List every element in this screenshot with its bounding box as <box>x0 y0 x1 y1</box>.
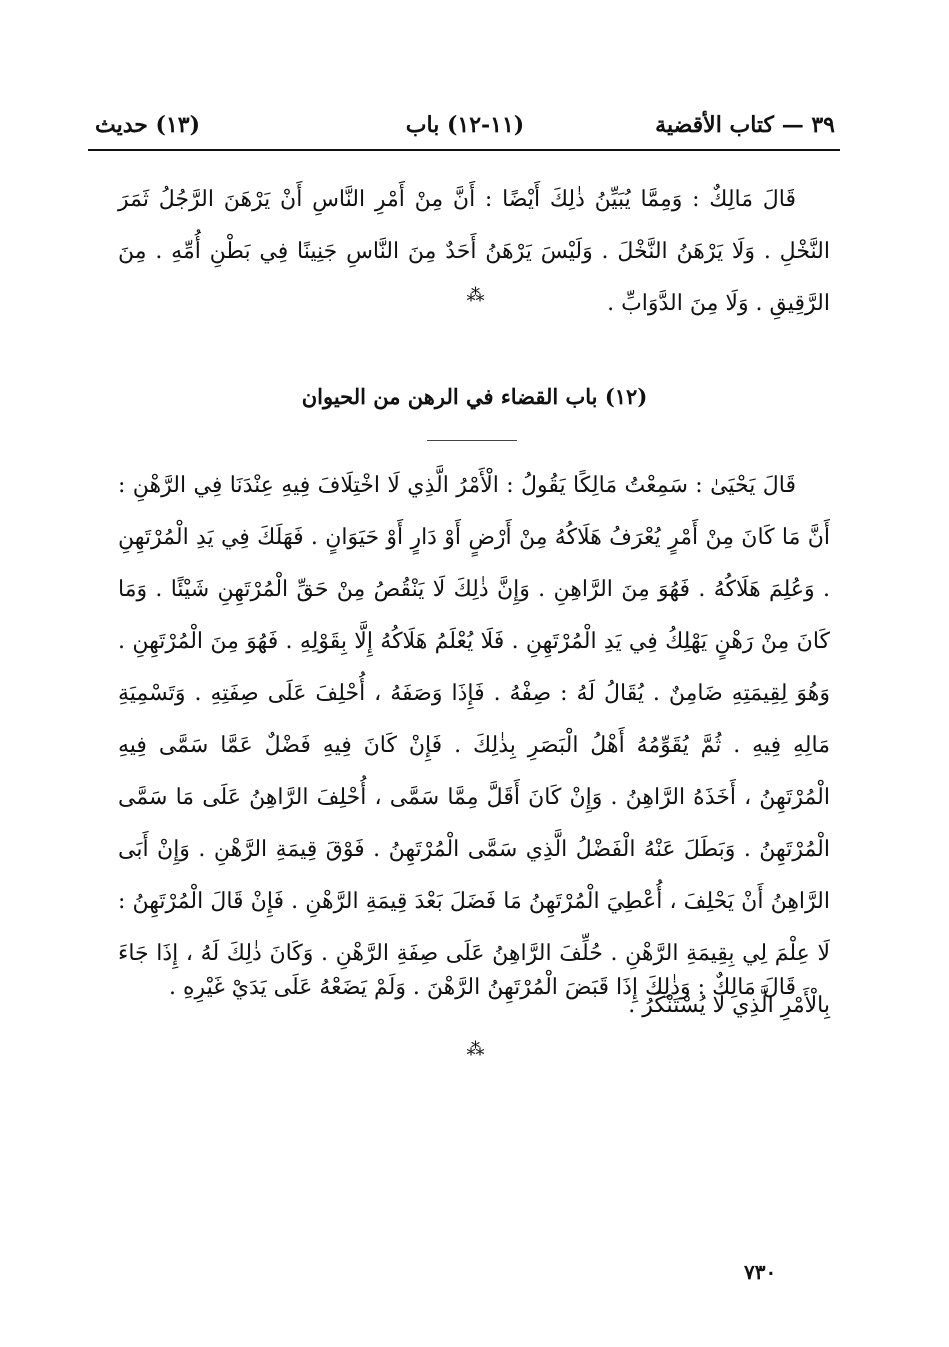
section-range: (١١-١٢) باب <box>405 112 525 138</box>
paragraph: قَالَ مَالِكٌ : وَذٰلِكَ إِذَا قَبَضَ الْمُرْتَهِنُ الرَّهْنَ . وَلَمْ يَضَعْهُ عَلَى يَدَيْ غَيْرِهِ . <box>168 975 796 1000</box>
text-section-1 <box>118 174 830 330</box>
text-section-3 <box>118 962 830 1014</box>
chapter-heading: (١٢) باب القضاء في الرهن من الحيوان <box>301 384 648 409</box>
page-number: ٧٣٠ <box>744 1260 777 1284</box>
header-rule <box>88 149 840 151</box>
asterism-separator: ⁂ <box>466 285 483 306</box>
asterism-separator: ⁂ <box>466 1039 483 1060</box>
paragraph: قَالَ مَالِكٌ : وَمِمَّا يُبَيِّنُ ذٰلِكَ أَيْضًا : أَنَّ مِنْ أَمْرِ النَّاسِ أَنْ يَرْهَنَ الرَّجُلُ ثَمَرَ النَّخْلِ . وَلَا يَرْهَنُ النَّخْلَ . وَلَيْسَ يَرْهَنُ أَحَدٌ مِنَ النَّاسِ جَنِينًا فِي بَطْنِ أُمِّهِ . مِنَ الرَّقِيقِ . وَلَا مِنَ الدَّوَابِّ . <box>118 187 830 316</box>
running-header <box>95 108 835 148</box>
text-section-2 <box>118 460 830 1032</box>
hadith-number: (١٣) حديث <box>95 112 201 138</box>
heading-underline <box>427 440 517 441</box>
chapter-title: ٣٩ — كتاب الأقضية <box>655 112 835 138</box>
paragraph: قَالَ يَحْيَىٰ : سَمِعْتُ مَالِكًا يَقُولُ : الْأَمْرُ الَّذِي لَا اخْتِلَافَ فِيهِ عِنْدَنَا فِي الرَّهْنِ : أَنَّ مَا كَانَ مِنْ أَمْرٍ يُعْرَفُ هَلَاكُهُ مِنْ أَرْضٍ أَوْ دَارٍ أَوْ حَيَوَانٍ . فَهَلَكَ فِي يَدِ الْمُرْتَهِنِ . وَعُلِمَ هَلَاكُهُ . فَهُوَ مِنَ الرَّاهِنِ . وَإِنَّ ذٰلِكَ لَا يَنْقُصُ مِنْ حَقِّ الْمُرْتَهِنِ شَيْئًا . وَمَا كَانَ مِنْ رَهْنٍ يَهْلِكُ فِي يَدِ الْمُرْتَهِنِ . فَلَا يُعْلَمُ هَلَاكُهُ إِلَّا بِقَوْلِهِ . فَهُوَ مِنَ الْمُرْتَهِنِ . وَهُوَ لِقِيمَتِهِ ضَامِنٌ . يُقَالُ لَهُ : صِفْهُ . فَإِذَا وَصَفَهُ ، أُحْلِفَ عَلَى صِفَتِهِ . وَتَسْمِيَةِ مَالِهِ فِيهِ . ثُمَّ يُقَوِّمُهُ أَهْلُ الْبَصَرِ بِذٰلِكَ . فَإِنْ كَانَ فِيهِ فَضْلٌ عَمَّا سَمَّى فِيهِ الْمُرْتَهِنُ ، أَخَذَهُ الرَّاهِنُ . وَإِنْ كَانَ أَقَلَّ مِمَّا سَمَّى ، أُحْلِفَ الرَّاهِنُ عَلَى مَا سَمَّى الْمُرْتَهِنُ . وَبَطَلَ عَنْهُ الْفَضْلُ الَّذِي سَمَّى الْمُرْتَهِنُ . فَوْقَ قِيمَةِ الرَّهْنِ . وَإِنْ أَبَى الرَّاهِنُ أَنْ يَحْلِفَ ، أُعْطِيَ الْمُرْتَهِنُ مَا فَضَلَ بَعْدَ قِيمَةِ الرَّهْنِ . فَإِنْ قَالَ الْمُرْتَهِنُ : لَا عِلْمَ لِي بِقِيمَةِ الرَّهْنِ . حُلِّفَ الرَّاهِنُ عَلَى صِفَةِ الرَّهْنِ . وَكَانَ ذٰلِكَ لَهُ ، إِذَا جَاءَ بِالْأَمْرِ الَّذِي لَا يُسْتَنْكَرُ . <box>118 473 830 1018</box>
